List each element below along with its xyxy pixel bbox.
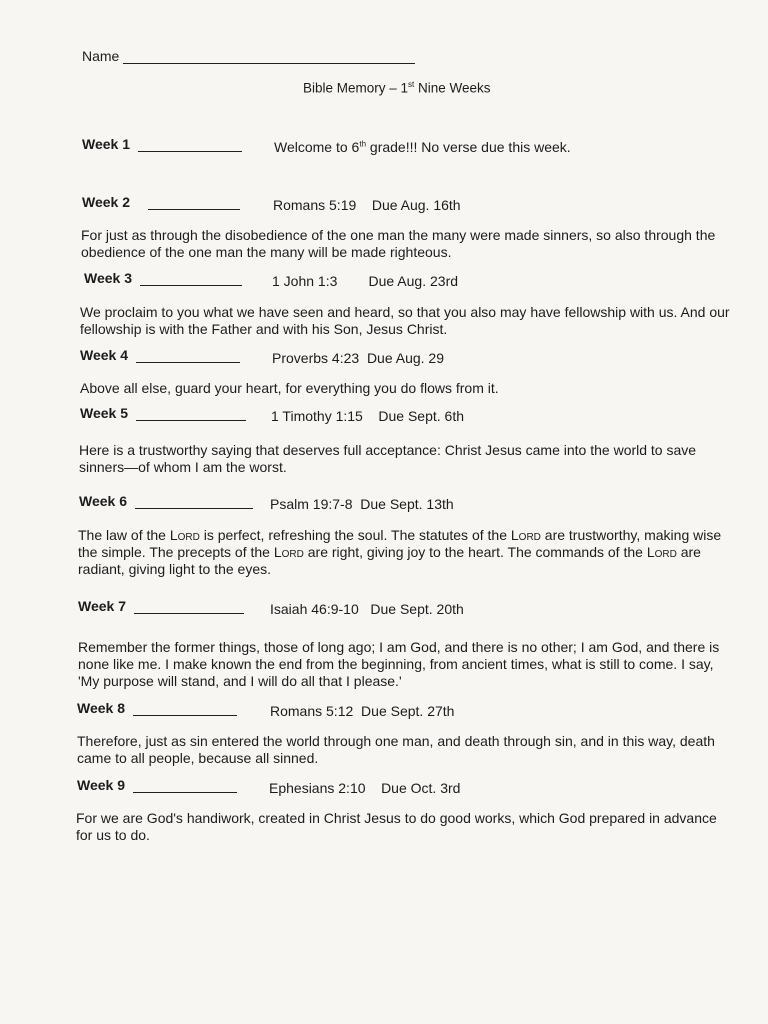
week-6-lord-3: Lord (273, 544, 304, 560)
week-8-label: Week 8 (77, 700, 125, 716)
week-6-verse-part-4: are right, giving joy to the heart. The commands of the (303, 544, 647, 560)
week-2-verse: For just as through the disobedience of the one man the many were made sinners, so also through the obedience of the one man the many will be made righteous. (81, 227, 716, 260)
week-5-verse: Here is a trustworthy saying that deserves full acceptance: Christ Jesus came into the world to save sinners—of whom I am the worst. (79, 442, 697, 475)
week-6-lord-1: Lord (169, 527, 200, 543)
week-1-ref-prefix: Welcome to 6 (274, 139, 360, 155)
week-6-blank (135, 496, 253, 509)
page-title (303, 80, 491, 96)
week-2-label-row (82, 194, 240, 210)
week-4-verse: Above all else, guard your heart, for everything you do flows from it. (80, 380, 499, 396)
week-2-reference: Romans 5:19 Due Aug. 16th (273, 197, 461, 213)
week-4-label-row (80, 347, 240, 363)
week-6-verse (78, 527, 728, 578)
week-5-label-row (80, 405, 246, 421)
week-1-ref-sup: th (359, 139, 367, 149)
week-7-verse: Remember the former things, those of long ago; I am God, and there is no other; I am God, and there is none like me. I make known the end from the beginning, from ancient times, what is still to come. I say, 'My purpose will stand, and I will do all that I please.' (78, 639, 720, 689)
week-6-verse-part-5: are radiant, giving light to the eyes. (78, 544, 701, 577)
week-1-label: Week 1 (82, 136, 130, 152)
week-6-verse-part-1: The law of the (78, 527, 170, 543)
week-8-blank (133, 703, 237, 716)
week-6-reference: Psalm 19:7-8 Due Sept. 13th (270, 496, 454, 512)
week-3-blank (140, 273, 242, 286)
title-prefix: Bible Memory – 1 (303, 80, 409, 96)
week-6-lord-2: Lord (510, 527, 541, 543)
week-8-verse: Therefore, just as sin entered the world through one man, and death through sin, and in this way, death came to all people, because all sinned. (77, 733, 715, 766)
week-6-verse-part-2: is perfect, refreshing the soul. The statutes of the (199, 527, 511, 543)
week-1-ref-suffix: grade!!! No verse due this week. (366, 139, 571, 155)
week-9-blank (133, 780, 237, 793)
week-6-label-row (79, 493, 253, 509)
name-label: Name (82, 48, 120, 64)
title-sup: st (408, 80, 415, 89)
week-3-label-row (84, 270, 242, 286)
week-5-blank (136, 408, 246, 421)
name-blank-line (123, 49, 415, 64)
week-5-reference: 1 Timothy 1:15 Due Sept. 6th (271, 408, 464, 424)
week-1-reference (274, 139, 571, 155)
name-row (82, 48, 415, 64)
week-9-verse: For we are God's handiwork, created in Christ Jesus to do good works, which God prepared in advance for us to do. (76, 810, 717, 843)
week-8-label-row (77, 700, 237, 716)
week-4-label: Week 4 (80, 347, 128, 363)
week-6-verse-part-3: are trustworthy, making wise the simple. The precepts of the (78, 527, 722, 560)
week-1-label-row (82, 136, 242, 152)
week-6-label: Week 6 (79, 493, 127, 509)
week-3-label: Week 3 (84, 270, 132, 286)
title-suffix: Nine Weeks (414, 80, 491, 96)
week-9-label: Week 9 (77, 777, 125, 793)
week-7-label: Week 7 (78, 598, 126, 614)
week-2-label: Week 2 (82, 194, 130, 210)
week-9-label-row (77, 777, 237, 793)
week-7-label-row (78, 598, 244, 614)
week-5-label: Week 5 (80, 405, 128, 421)
week-3-verse: We proclaim to you what we have seen and heard, so that you also may have fellowship with us. And our fellowship is with the Father and with his Son, Jesus Christ. (80, 304, 730, 337)
week-4-reference: Proverbs 4:23 Due Aug. 29 (272, 350, 444, 366)
week-2-blank (148, 197, 240, 210)
week-6-lord-4: Lord (646, 544, 677, 560)
week-3-reference: 1 John 1:3 Due Aug. 23rd (272, 273, 459, 289)
week-7-blank (134, 601, 244, 614)
week-4-blank (136, 350, 240, 363)
week-9-reference: Ephesians 2:10 Due Oct. 3rd (269, 780, 461, 796)
week-1-blank (138, 139, 242, 152)
week-8-reference: Romans 5:12 Due Sept. 27th (270, 703, 455, 719)
week-7-reference: Isaiah 46:9-10 Due Sept. 20th (270, 601, 464, 617)
